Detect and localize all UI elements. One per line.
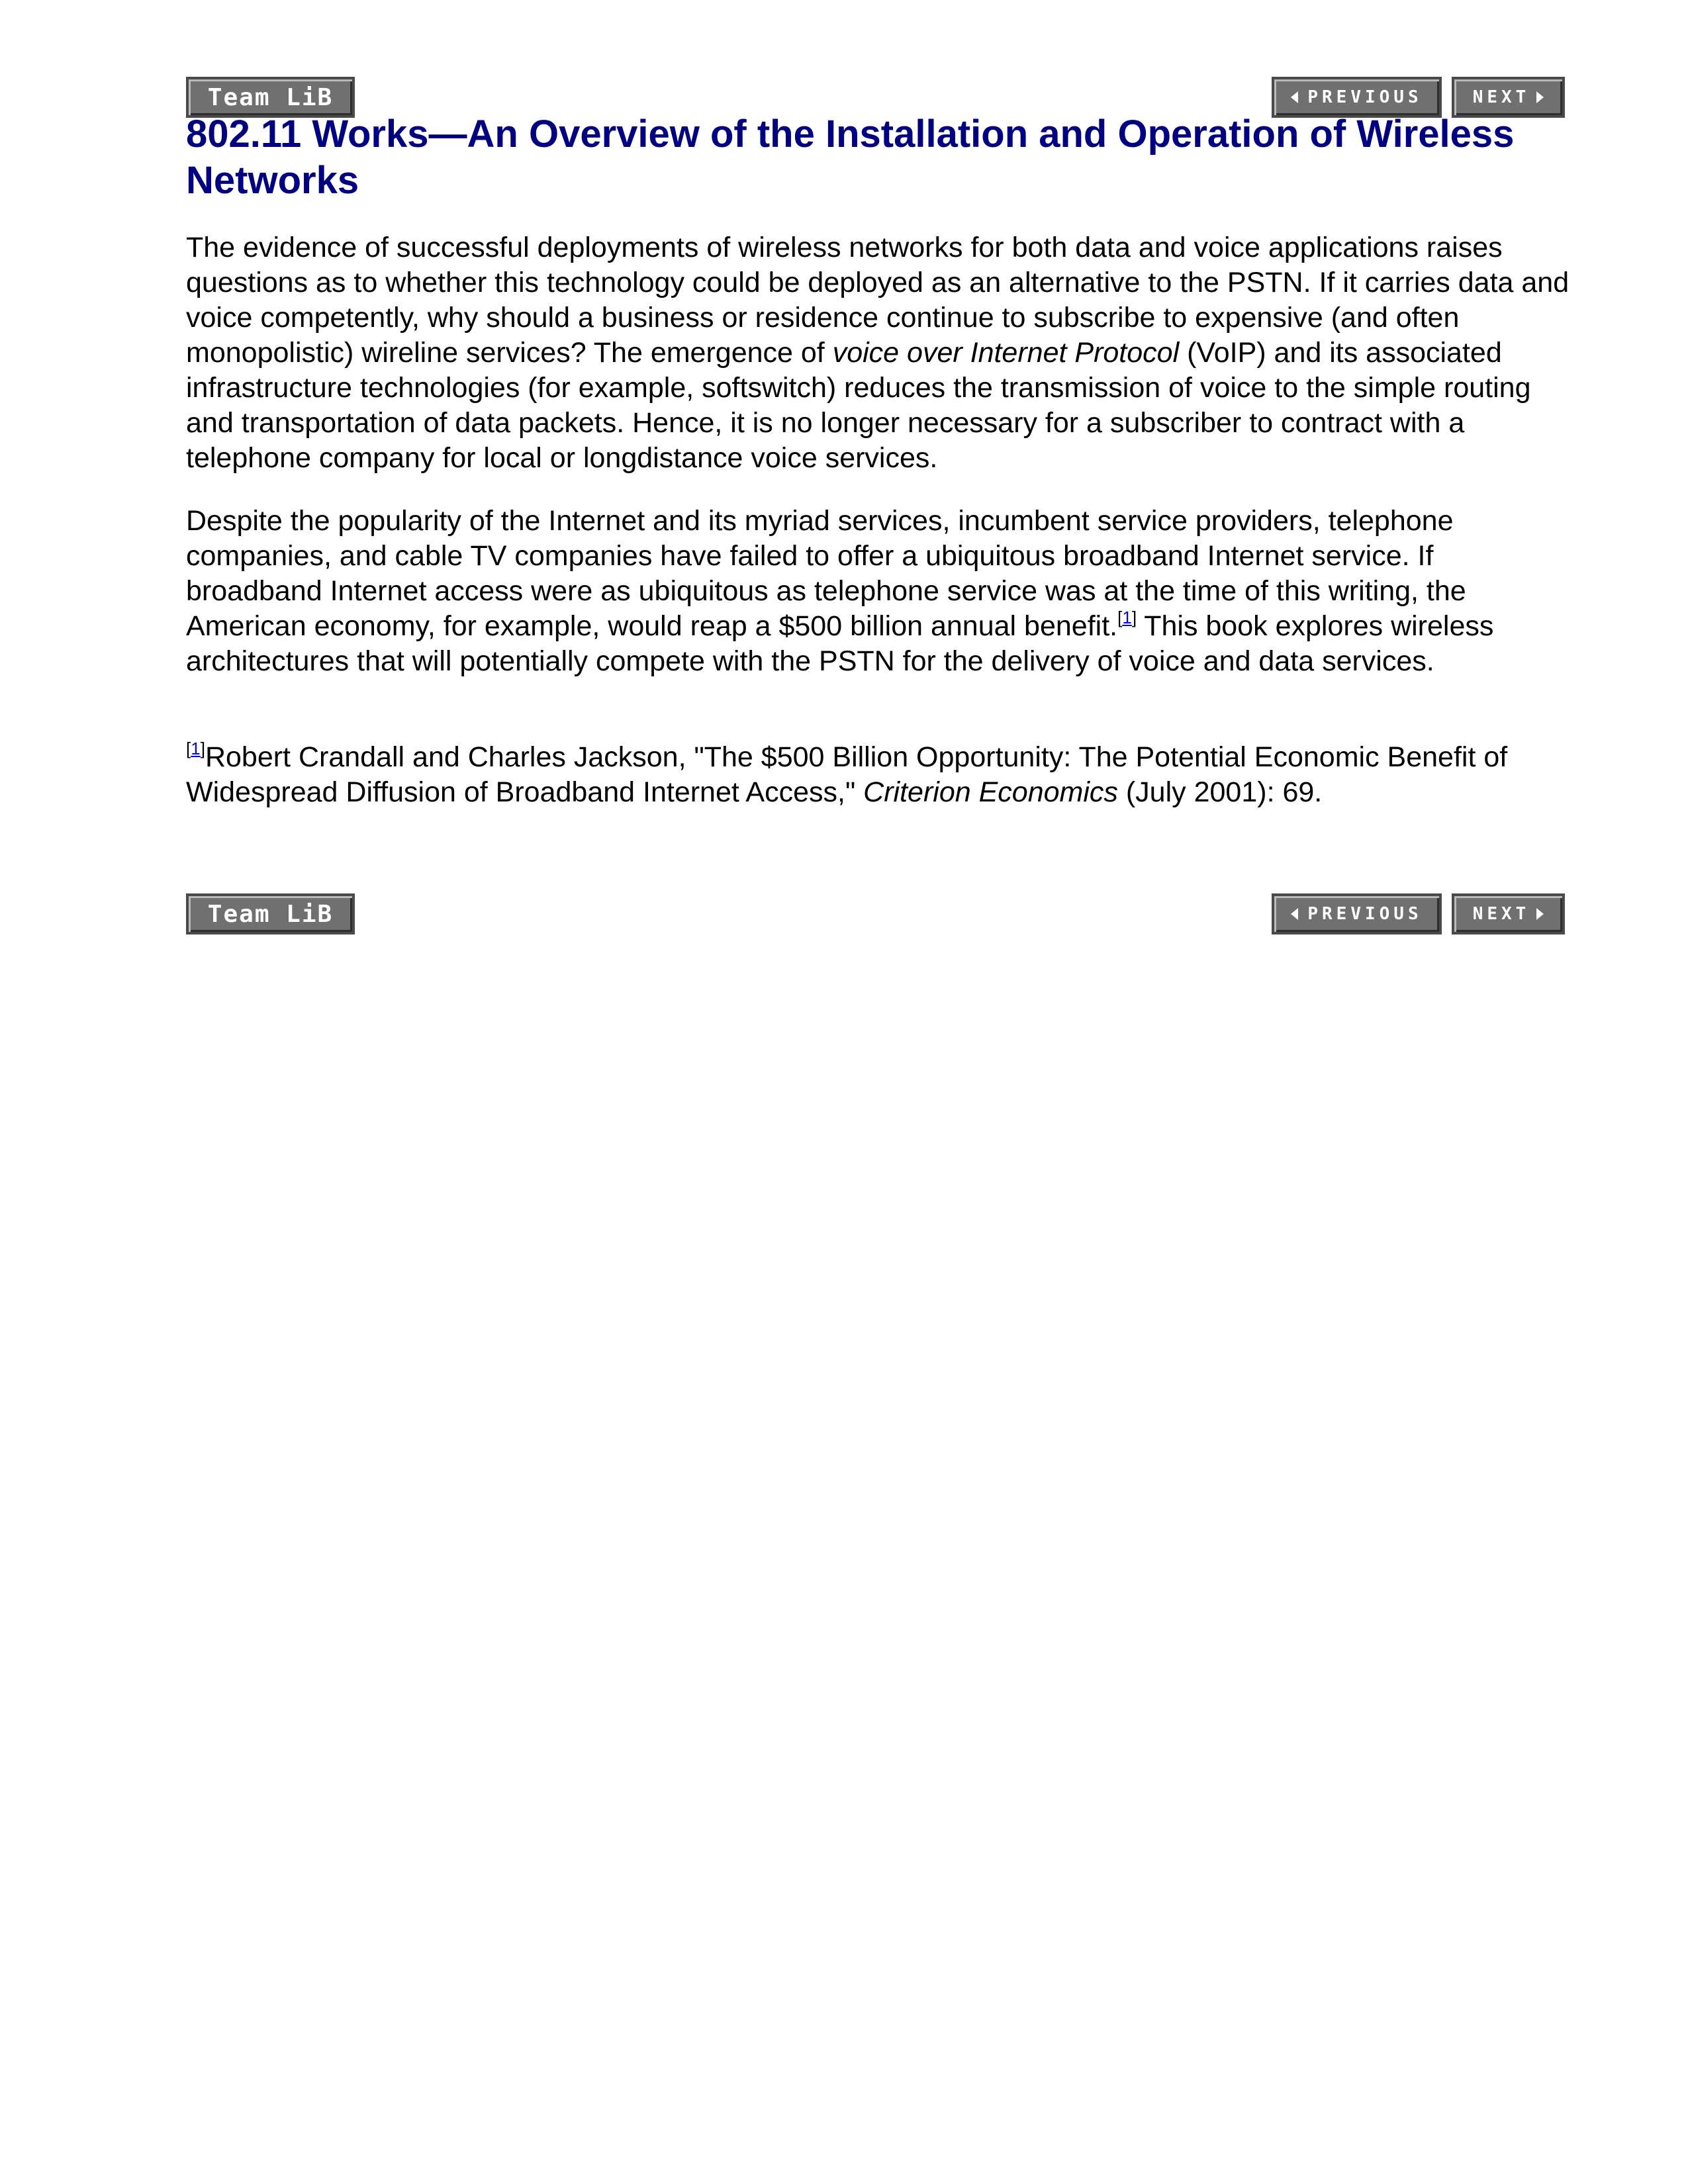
body-paragraph-1: [186, 230, 1570, 476]
next-label: NEXT: [1472, 904, 1530, 924]
arrow-right-icon: [1536, 908, 1544, 920]
paragraph-1-italic-term: voice over Internet Protocol: [832, 337, 1180, 369]
bottom-navigation: [186, 893, 1565, 934]
footnote-reference: [1117, 608, 1137, 627]
footnote-marker-close-bracket: ]: [200, 739, 205, 758]
previous-label: PREVIOUS: [1307, 87, 1423, 107]
page-title: 802.11 Works—An Overview of the Installation and Operation of Wireless Networks: [186, 113, 1515, 202]
previous-label: PREVIOUS: [1307, 904, 1423, 924]
paragraph-1-text-end: (VoIP) and its associated infrastructure technologies (for example, softswitch) reduces the transmission of voice to the simple routing and transportation of data packets. Hence, it is no longer necessary for a subscriber to contract with a telephone company for local or longdistance voice services.: [186, 337, 1531, 474]
paragraph-1-text-start: The evidence of successful deployments of wireless networks for both data and voice applications raises questions as to whether this technology could be deployed as an alternative to the PSTN. If it carries data and voice competently, why should a business or residence continue to subscribe to expensive (and often monopolistic) wireline services? The emergence of: [186, 232, 1570, 369]
arrow-left-icon: [1291, 91, 1298, 103]
team-lib-logo-button[interactable]: [186, 893, 355, 934]
main-content: [186, 111, 1570, 810]
footnote-backlink[interactable]: 1: [191, 739, 201, 758]
footnote-reference-link[interactable]: 1: [1122, 608, 1132, 627]
footnote-ref-close-bracket: ]: [1131, 608, 1137, 627]
arrow-left-icon: [1291, 908, 1298, 920]
footnote-italic-source: Criterion Economics: [863, 776, 1118, 808]
team-lib-label: Team LiB: [207, 900, 334, 928]
body-paragraph-2: [186, 504, 1570, 679]
paragraph-2-text-start: Despite the popularity of the Internet and its myriad services, incumbent service providers, telephone companies, and cable TV companies have failed to offer a ubiquitous broadband Internet service. If broadband Internet access were as ubiquitous as telephone service was at the time of this writing, the American economy, for example, would reap a $500 billion annual benefit.: [186, 505, 1466, 642]
team-lib-label: Team LiB: [207, 83, 334, 111]
footnote-marker: [186, 739, 205, 758]
next-label: NEXT: [1472, 87, 1530, 107]
footnote: [186, 740, 1570, 810]
next-button[interactable]: [1452, 893, 1565, 934]
footnote-marker-open-bracket: [: [186, 739, 191, 758]
footnote-ref-open-bracket: [: [1117, 608, 1123, 627]
footnote-text-end: (July 2001): 69.: [1117, 776, 1323, 808]
arrow-right-icon: [1536, 91, 1544, 103]
paragraph-2-text-end: This book explores wireless architectures that will potentially compete with the PSTN for the delivery of voice and data services.: [186, 610, 1494, 677]
footnote-text-start: Robert Crandall and Charles Jackson, "The $500 Billion Opportunity: The Potential Economic Benefit of Widespread Diffusion of Broadband Internet Access,": [186, 741, 1508, 808]
previous-button[interactable]: [1272, 893, 1442, 934]
